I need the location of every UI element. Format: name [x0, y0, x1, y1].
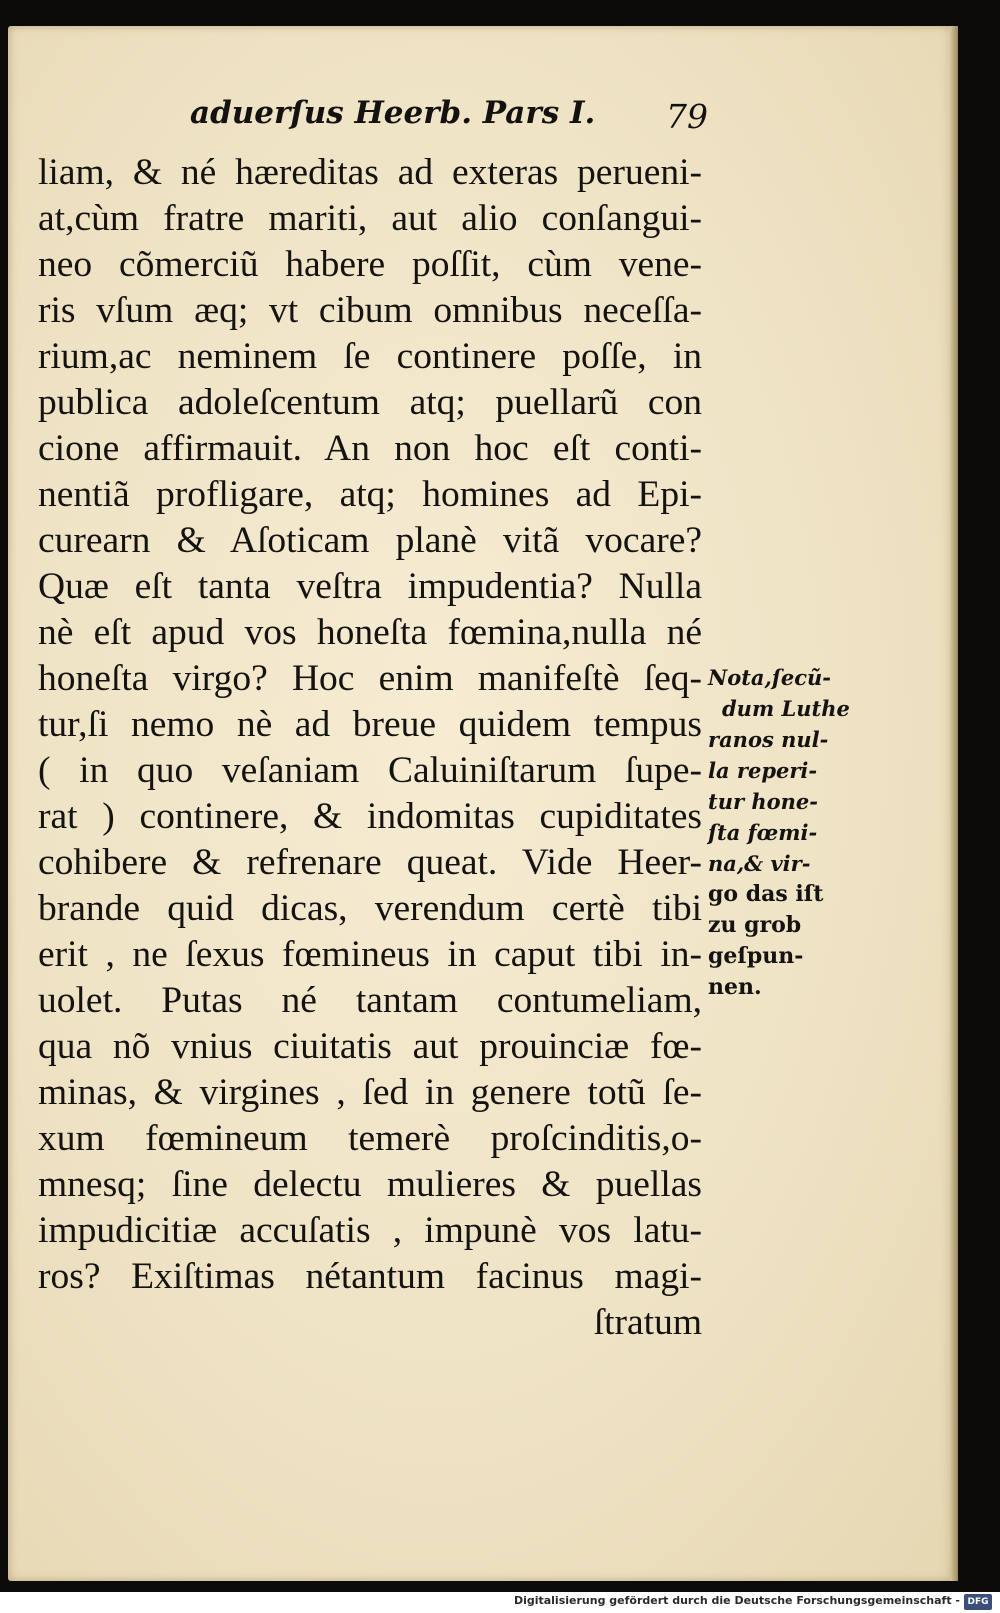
note-line: ſta fœmi- — [708, 820, 818, 845]
note-line: Nota,ſecũ- — [708, 665, 831, 690]
text-line: cohibere & refrenare queat. Vide Heer- — [38, 842, 702, 883]
digitization-credit: Digitalisierung gefördert durch die Deutsche Forschungsgemeinschaft - — [513, 1594, 960, 1607]
text-line: curearn & Aſoticam planè vitã vocare? — [38, 520, 702, 561]
dfg-logo — [964, 1594, 992, 1610]
note-line: dum Luthe — [722, 696, 850, 721]
text-line: rat ) continere, & indomitas cupiditates — [38, 796, 702, 837]
text-line: erit , ne ſexus fœmineus in caput tibi in- — [38, 934, 702, 975]
running-title: aduerſus Heerb. Pars I. — [190, 95, 596, 131]
page-number: 79 — [666, 97, 708, 136]
note-line: la reperi- — [708, 758, 818, 783]
text-line: mnesq; ſine delectu mulieres & puellas — [38, 1164, 702, 1205]
text-line: ros? Exiſtimas nétantum facinus magi- — [38, 1256, 702, 1297]
text-line: publica adoleſcentum atq; puellarũ con — [38, 382, 702, 423]
text-line: liam, & né hæreditas ad exteras perueni- — [38, 152, 702, 193]
text-line: Quæ eſt tanta veſtra impudentia? Nulla — [38, 566, 702, 607]
text-line: nentiã profligare, atq; homines ad Epi- — [38, 474, 702, 515]
text-line: brande quid dicas, verendum certè tibi — [38, 888, 702, 929]
text-line: at,cùm fratre mariti, aut alio conſangui- — [38, 198, 702, 239]
text-line: impudicitiæ accuſatis , impunè vos latu- — [38, 1210, 702, 1251]
margin-note — [708, 662, 858, 1003]
text-line: ( in quo veſaniam Caluiniſtarum ſupe- — [38, 750, 702, 791]
note-line: tur hone- — [708, 789, 818, 814]
note-line: nen. — [708, 974, 762, 1000]
text-line: honeſta virgo? Hoc enim manifeſtè ſeq- — [38, 658, 702, 699]
text-line: tur,ſi nemo nè ad breue quidem tempus — [38, 704, 702, 745]
page-header — [190, 95, 710, 145]
dfg-logo-text: DFG — [967, 1597, 989, 1607]
note-line: go das iſt — [708, 881, 824, 907]
text-line: nè eſt apud vos honeſta fœmina,nulla né — [38, 612, 702, 653]
text-line: ris vſum æq; vt cibum omnibus neceſſa- — [38, 290, 702, 331]
text-line: neo cõmerciũ habere poſſit, cùm vene- — [38, 244, 702, 285]
footer-bar — [0, 1592, 1000, 1613]
catchword: ſtratum — [593, 1302, 702, 1343]
text-line: minas, & virgines , ſed in genere totũ ſe- — [38, 1072, 702, 1113]
body-text — [38, 150, 702, 1346]
page-edge — [950, 26, 958, 1581]
note-line: geſpun- — [708, 943, 804, 969]
text-line: rium,ac neminem ſe continere poſſe, in — [38, 336, 702, 377]
text-line: uolet. Putas né tantam contumeliam, — [38, 980, 702, 1021]
text-line: cione affirmauit. An non hoc eſt conti- — [38, 428, 702, 469]
text-line: qua nõ vnius ciuitatis aut prouinciæ fœ- — [38, 1026, 702, 1067]
note-line: zu grob — [708, 912, 802, 938]
note-line: ranos nul- — [708, 727, 829, 752]
text-line: xum fœmineum temerè proſcinditis,o- — [38, 1118, 702, 1159]
note-line: na,& vir- — [708, 851, 811, 876]
